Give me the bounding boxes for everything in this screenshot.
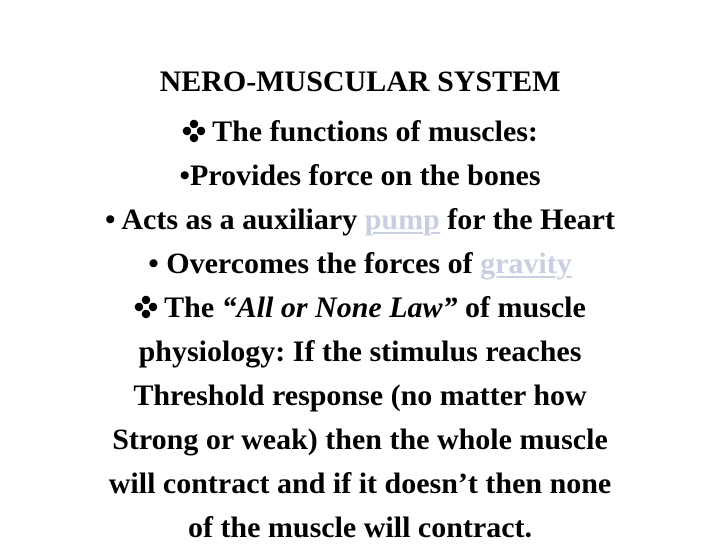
law-name: “All or None Law” [221,291,458,324]
law-prefix: The [164,291,222,324]
law-line: Threshold response (no matter how [133,379,587,412]
bullet-gravity [10,242,710,286]
gravity-link[interactable]: gravity [480,247,572,280]
functions-heading-line [10,110,710,154]
law-line: will contract and if it doesn’t then none [108,467,612,500]
bullet-auxiliary-pump [10,198,710,242]
diamond-bullet-icon [182,119,206,143]
bullet-text: • Overcomes the forces of [148,247,481,280]
bullet-text: for the Heart [439,203,615,236]
law-line: Strong or weak) then the whole muscle [112,423,608,456]
bullet-forces-bones [10,154,710,198]
bullet-text: • Acts as a auxiliary [105,203,365,236]
pump-link[interactable]: pump [364,203,440,236]
slide-title: NERO-MUSCULAR SYSTEM [159,65,561,98]
law-heading-line [10,286,710,330]
diamond-bullet-icon [134,295,158,319]
law-line: of muscle [457,291,586,324]
law-line: of the muscle will contract. [187,511,533,544]
law-line: physiology: If the stimulus reaches [138,335,582,368]
functions-heading: The functions of muscles: [212,115,538,148]
slide-body [10,110,710,550]
bullet-text: •Provides force on the bones [179,159,541,192]
